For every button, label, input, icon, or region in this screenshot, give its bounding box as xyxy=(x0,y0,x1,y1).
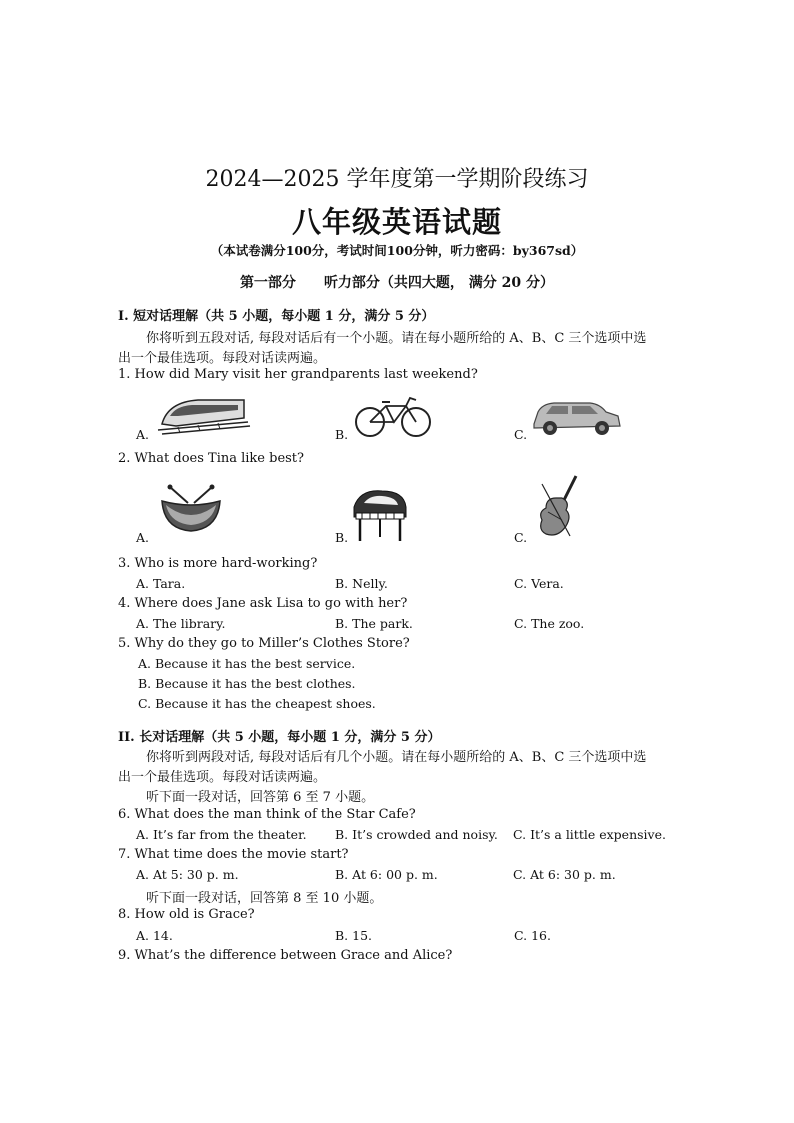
drum-icon xyxy=(160,485,222,533)
section2-instruction-line1: 你将听到两段对话, 每段对话后有几个小题。请在每小题所给的 A、B、C 三个选项中选 xyxy=(146,750,647,765)
section1-instruction-line2: 出一个最佳选项。每段对话读两遍。 xyxy=(118,351,327,366)
q1-option-c: C. xyxy=(514,427,528,442)
q1-option-b: B. xyxy=(335,427,349,442)
question-2: 2. What does Tina like best? xyxy=(118,451,305,466)
exam-subject-title: 八年级英语试题 xyxy=(291,205,502,239)
q5-option-b: B. Because it has the best clothes. xyxy=(138,676,356,691)
exam-year-title: 2024—2025 学年度第一学期阶段练习 xyxy=(205,167,589,192)
part-description: 听力部分（共四大题， 满分 20 分） xyxy=(323,275,555,291)
piano-icon xyxy=(350,487,410,543)
question-3: 3. Who is more hard-working? xyxy=(118,556,318,571)
question-8: 8. How old is Grace? xyxy=(118,907,255,922)
q1-option-a: A. xyxy=(136,427,150,442)
q7-option-c: C. At 6: 30 p. m. xyxy=(513,867,616,882)
violin-icon xyxy=(536,474,580,542)
listen-instruction-1: 听下面一段对话，回答第 6 至 7 小题。 xyxy=(146,790,375,805)
q2-option-a: A. xyxy=(136,530,150,545)
q8-option-a: A. 14. xyxy=(136,928,173,943)
question-9: 9. What’s the difference between Grace and Alice? xyxy=(118,948,453,963)
part-heading xyxy=(0,272,794,292)
part-name: 第一部分 xyxy=(239,275,296,291)
train-icon xyxy=(158,394,250,436)
q3-option-c: C. Vera. xyxy=(514,576,564,591)
section1-heading: I. 短对话理解（共 5 小题，每小题 1 分，满分 5 分） xyxy=(118,309,435,324)
q8-option-b: B. 15. xyxy=(335,928,373,943)
q3-option-a: A. Tara. xyxy=(136,576,186,591)
q2-option-b: B. xyxy=(335,530,349,545)
q6-option-b: B. It’s crowded and noisy. xyxy=(335,827,498,842)
q4-option-a: A. The library. xyxy=(136,616,226,631)
q4-option-b: B. The park. xyxy=(335,616,413,631)
q7-option-b: B. At 6: 00 p. m. xyxy=(335,867,438,882)
exam-note: （本试卷满分100分，考试时间100分钟，听力密码：by367sd） xyxy=(210,243,584,258)
listen-instruction-2: 听下面一段对话，回答第 8 至 10 小题。 xyxy=(146,891,383,906)
question-5: 5. Why do they go to Miller’s Clothes Store? xyxy=(118,636,410,651)
q7-option-a: A. At 5: 30 p. m. xyxy=(136,867,239,882)
q6-option-a: A. It’s far from the theater. xyxy=(136,827,307,842)
q2-option-c: C. xyxy=(514,530,528,545)
section2-instruction-line2: 出一个最佳选项。每段对话读两遍。 xyxy=(118,770,327,785)
q5-option-a: A. Because it has the best service. xyxy=(138,656,356,671)
question-6: 6. What does the man think of the Star Cafe? xyxy=(118,807,416,822)
q4-option-c: C. The zoo. xyxy=(514,616,585,631)
q6-option-c: C. It’s a little expensive. xyxy=(513,827,666,842)
section1-instruction-line1: 你将听到五段对话, 每段对话后有一个小题。请在每小题所给的 A、B、C 三个选项中选 xyxy=(146,331,647,346)
bicycle-icon xyxy=(354,394,434,438)
question-7: 7. What time does the movie start? xyxy=(118,847,349,862)
question-1: 1. How did Mary visit her grandparents last weekend? xyxy=(118,367,478,382)
section2-heading: II. 长对话理解（共 5 小题，每小题 1 分，满分 5 分） xyxy=(118,730,441,745)
question-4: 4. Where does Jane ask Lisa to go with her? xyxy=(118,596,408,611)
car-icon xyxy=(530,398,622,438)
q3-option-b: B. Nelly. xyxy=(335,576,388,591)
q8-option-c: C. 16. xyxy=(514,928,551,943)
q5-option-c: C. Because it has the cheapest shoes. xyxy=(138,696,376,711)
